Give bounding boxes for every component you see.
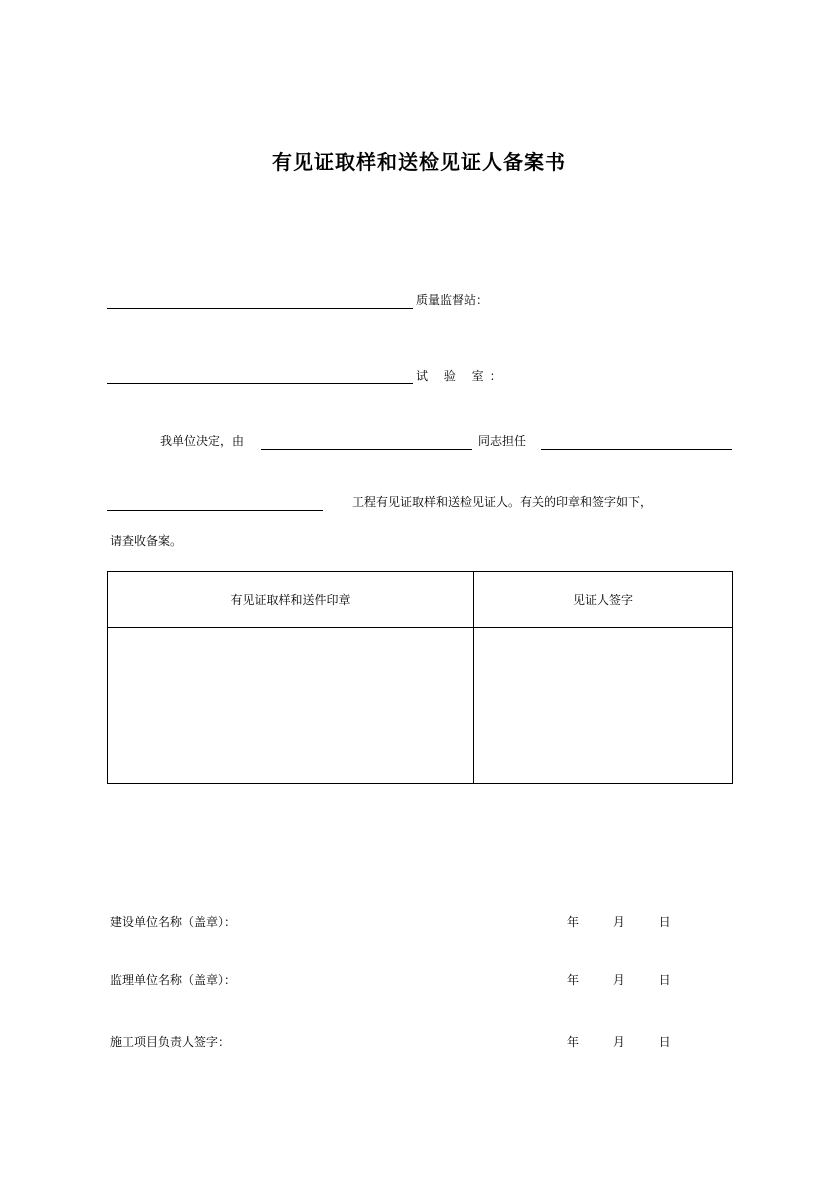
stamp-signature-table [107,571,733,784]
closing-text: 请查收备案。 [110,534,183,548]
lab-name-blank[interactable] [107,383,413,384]
project-manager-date: 年 月 日 [567,1035,686,1049]
stamp-cell[interactable] [108,628,474,784]
project-manager-label: 施工项目负责人签字： [110,1035,231,1049]
station-name-blank[interactable] [107,308,413,309]
decision-prefix: 我单位决定，由 [160,434,245,448]
appoint-text: 同志担任 [478,434,527,448]
station-suffix: 质量监督站： [416,293,489,307]
construction-unit-date: 年 月 日 [567,915,686,929]
supervision-unit-label: 监理单位名称（盖章）： [110,973,237,987]
table-header-signature: 见证人签字 [474,572,733,628]
appoint-blank[interactable] [541,449,732,450]
lab-suffix: 试 验 室： [416,369,508,383]
signature-cell[interactable] [474,628,733,784]
page-title: 有见证取样和送检见证人备案书 [272,150,566,174]
project-name-blank[interactable] [107,510,323,511]
delegate-name-blank[interactable] [261,449,472,450]
table-header-stamp: 有见证取样和送件印章 [108,572,474,628]
project-text: 工程有见证取样和送检见证人。有关的印章和签字如下， [352,495,653,509]
construction-unit-label: 建设单位名称（盖章）： [110,915,237,929]
supervision-unit-date: 年 月 日 [567,973,686,987]
